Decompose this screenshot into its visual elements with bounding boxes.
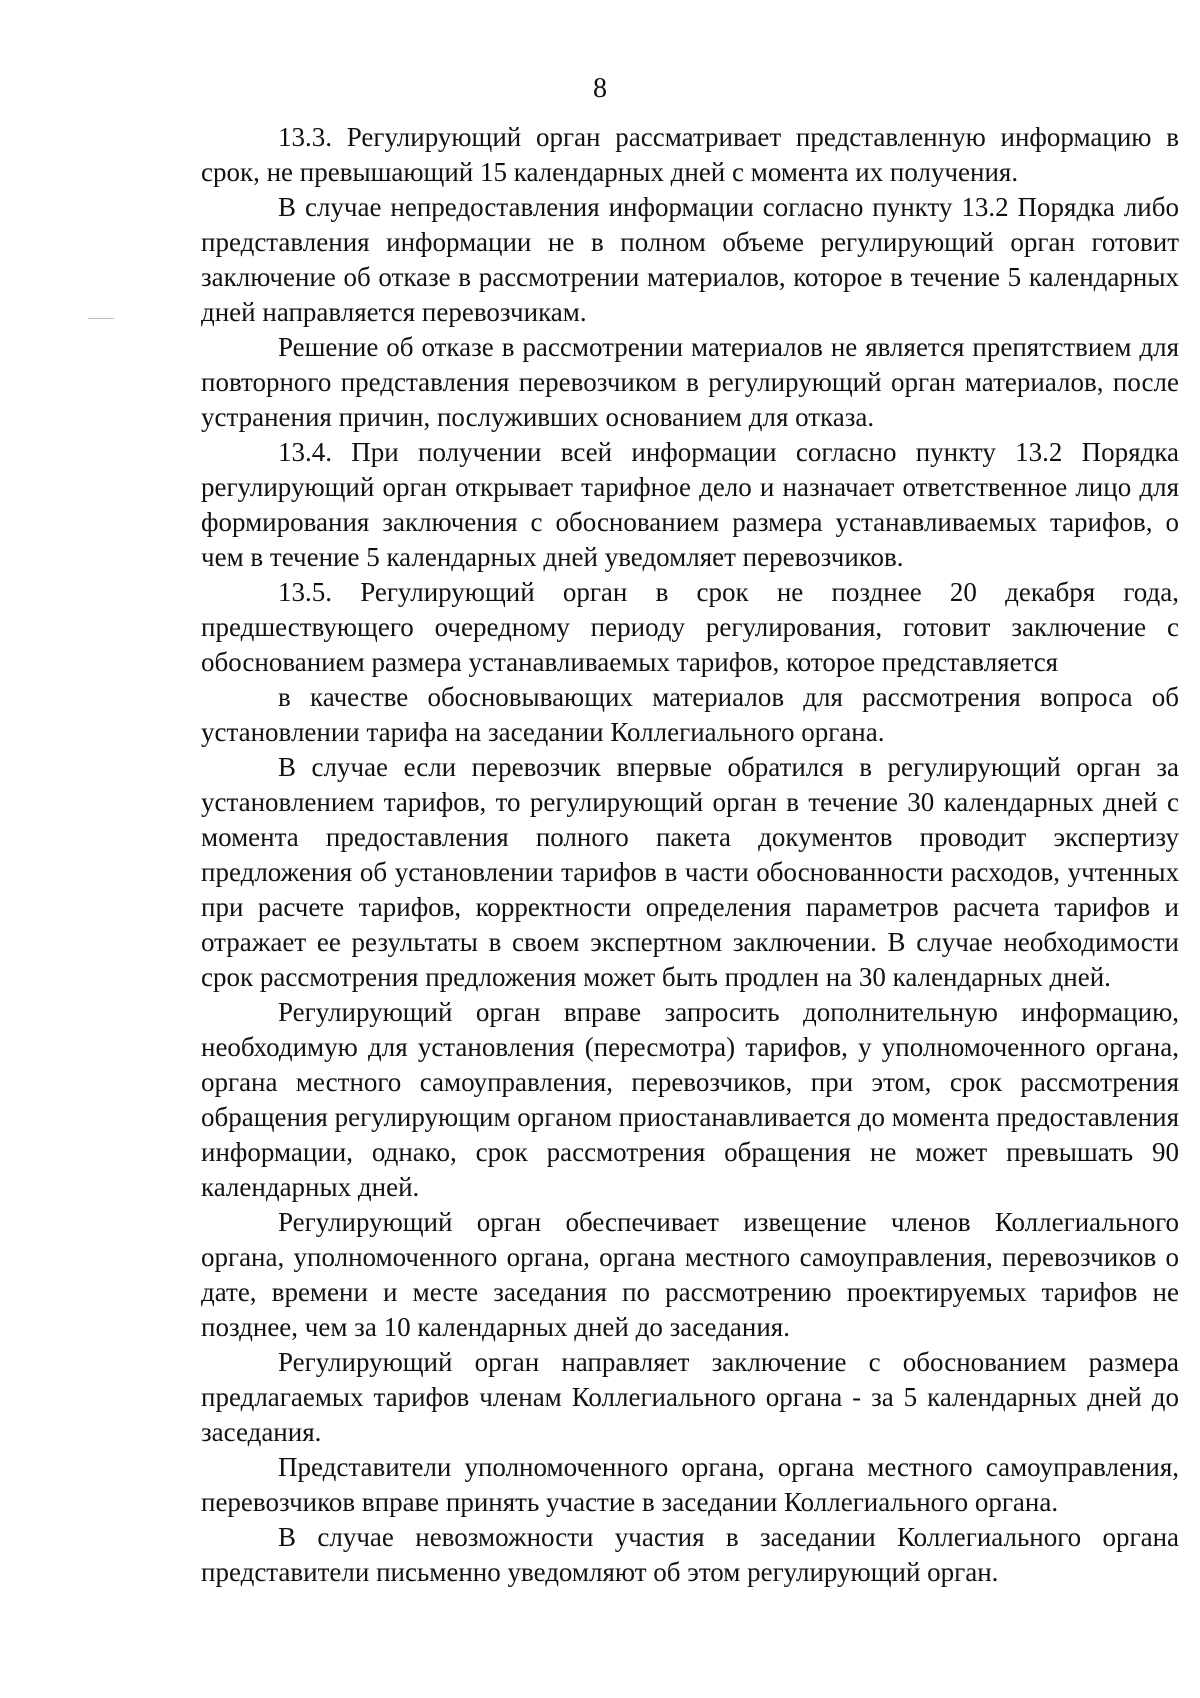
paragraph-13-3: 13.3. Регулирующий орган рассматривает представленную информацию в срок, не превышающий 15 календарных дней с момента их получения. bbox=[201, 122, 1179, 187]
paragraph-representatives: Представители уполномоченного органа, органа местного самоуправления, перевозчиков вправе принять участие в заседании Коллегиального органа. bbox=[201, 1452, 1179, 1517]
page-number: 8 bbox=[593, 73, 607, 104]
document-body bbox=[201, 120, 1179, 1590]
paragraph-first-application: В случае если перевозчик впервые обратился в регулирующий орган за установлением тарифов, то регулирующий орган в течение 30 календарных дней с момента предоставления полного пакета документов проводит экспертизу предложения об установлении тарифов в части обоснованности расходов, учтенных при расчете тарифов, корректности определения параметров расчета тарифов и отражает ее результаты в своем экспертном заключении. В случае необходимости срок рассмотрения предложения может быть продлен на 30 календарных дней. bbox=[201, 752, 1179, 992]
margin-mark bbox=[88, 318, 114, 319]
paragraph-13-5: 13.5. Регулирующий орган в срок не позднее 20 декабря года, предшествующего очередному периоду регулирования, готовит заключение с обоснованием размера устанавливаемых тарифов, которое представляется bbox=[201, 577, 1179, 677]
paragraph-notification: Регулирующий орган обеспечивает извещение членов Коллегиального органа, уполномоченного органа, органа местного самоуправления, перевозчиков о дате, времени и месте заседания по рассмотрению проектируемых тарифов не позднее, чем за 10 календарных дней до заседания. bbox=[201, 1207, 1179, 1342]
paragraph-non-provision: В случае непредоставления информации согласно пункту 13.2 Порядка либо представления информации не в полном объеме регулирующий орган готовит заключение об отказе в рассмотрении материалов, которое в течение 5 календарных дней направляется перевозчикам. bbox=[201, 192, 1179, 327]
paragraph-conclusion-sending: Регулирующий орган направляет заключение с обоснованием размера предлагаемых тарифов членам Коллегиального органа - за 5 календарных дней до заседания. bbox=[201, 1347, 1179, 1447]
paragraph-supporting-materials: в качестве обосновывающих материалов для рассмотрения вопроса об установлении тарифа на заседании Коллегиального органа. bbox=[201, 682, 1179, 747]
paragraph-additional-info: Регулирующий орган вправе запросить дополнительную информацию, необходимую для установления (пересмотра) тарифов, у уполномоченного органа, органа местного самоуправления, перевозчиков, при этом, срок рассмотрения обращения регулирующим органом приостанавливается до момента предоставления информации, однако, срок рассмотрения обращения не может превышать 90 календарных дней. bbox=[201, 997, 1179, 1202]
paragraph-absence-notice: В случае невозможности участия в заседании Коллегиального органа представители письменно уведомляют об этом регулирующий орган. bbox=[201, 1522, 1179, 1587]
paragraph-refusal-decision: Решение об отказе в рассмотрении материалов не является препятствием для повторного представления перевозчиком в регулирующий орган материалов, после устранения причин, послуживших основанием для отказа. bbox=[201, 332, 1179, 432]
paragraph-13-4: 13.4. При получении всей информации согласно пункту 13.2 Порядка регулирующий орган открывает тарифное дело и назначает ответственное лицо для формирования заключения с обоснованием размера устанавливаемых тарифов, о чем в течение 5 календарных дней уведомляет перевозчиков. bbox=[201, 437, 1179, 572]
